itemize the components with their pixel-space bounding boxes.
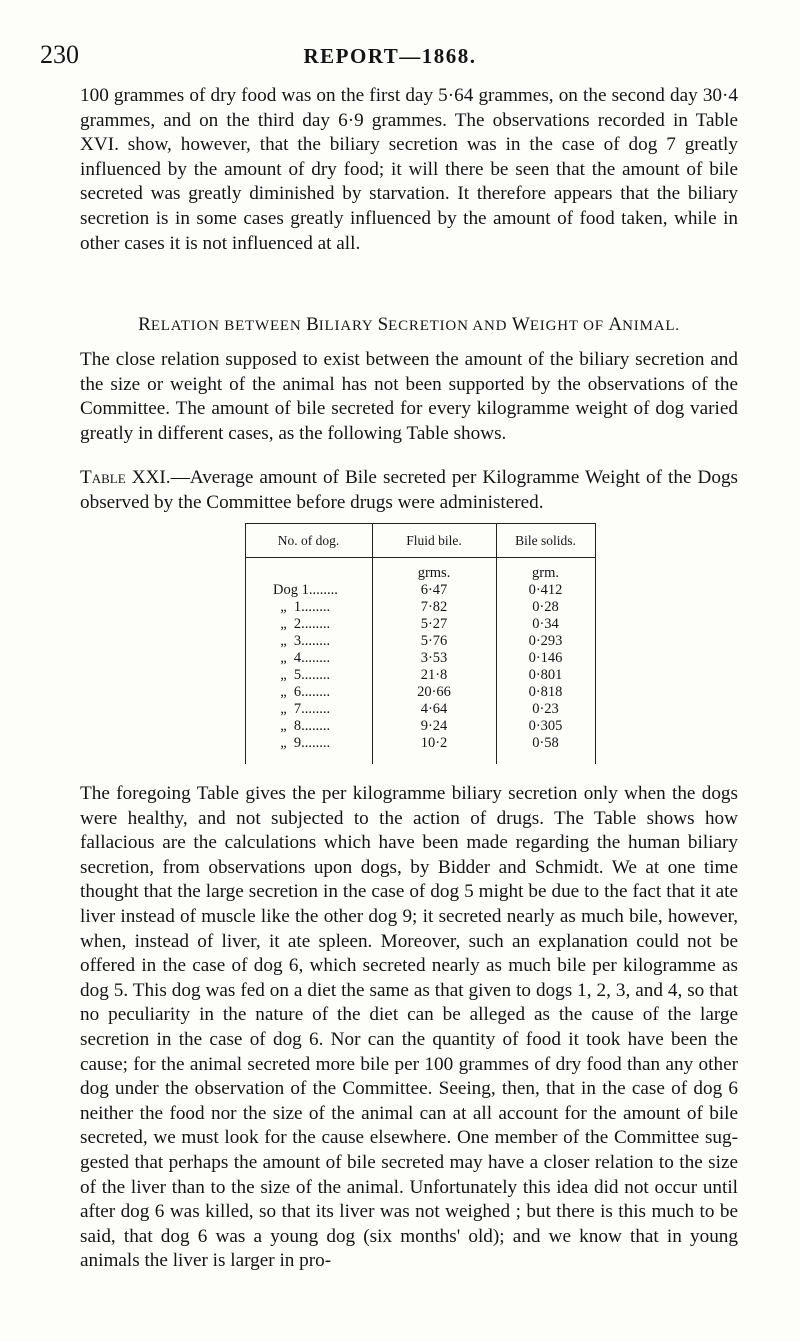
heading-part-5: ANIMAL. — [608, 314, 680, 335]
table-row — [245, 633, 595, 650]
solids-value: 0·34 — [532, 616, 559, 632]
solids-value: 0·293 — [528, 633, 563, 649]
table-row — [245, 684, 595, 701]
running-title: REPORT—1868. — [303, 44, 477, 68]
row-label: „ 8........ — [273, 718, 331, 734]
row-label: „ 6........ — [273, 684, 331, 700]
row-label: „ 1........ — [273, 599, 331, 615]
column-header-fluid: Fluid bile. — [406, 533, 462, 548]
table-rule-header — [245, 557, 595, 558]
solids-value: 0·305 — [528, 718, 563, 734]
discussion-paragraph: The foregoing Table gives the per kilogramme biliary secretion only when the dogs were healthy, and not subjected to the action of drugs. The Table shows how fallacious are the calculations which have been made regarding the human biliary secretion, from observations upon dogs, by Bidder and Schmidt. We at one time thought that the large secretion in the case of dog 5 might be due to the fact that it ate liver instead of muscle like the other dog 9; it secreted nearly as much bile, however, when, instead of liver, it ate spleen. Moreover, such an explanation could not be offered in the case of dog 6, which secreted nearly as much bile per kilogramme as dog 5. This dog was fed on a diet the same as that given to dogs 1, 2, 3, and 4, so that no peculiarity in the nature of the diet can be alleged as the cause of the large secretion in the case of dog 6. Nor can the quantity of food it took have been the cause; for the animal secreted more bile per 100 grammes of dry food than any other dog under the observation of the Committee. Seeing, then, that in the case of dog 6 neither the food nor the size of the animal can at all account for the amount of bile secreted, we must look for the cause elsewhere. One member of the Committee suggested that perhaps the amount of bile secreted may have a closer relation to the size of the liver than to the size of the animal. Unfortunately this idea did not occur until after dog 6 was killed, so that its liver was not weighed ; but there is this much to be said, that dog 6 was a young dog (six months' old); and we know that in young animals the liver is larger in pro- — [80, 783, 738, 1272]
fluid-value: 3·53 — [420, 650, 448, 666]
fluid-value: 5·76 — [420, 633, 448, 649]
table-row — [245, 701, 595, 718]
heading-part-3: SECRETION AND — [377, 314, 512, 335]
table-row — [245, 735, 595, 752]
page-header — [40, 40, 740, 72]
table-caption-text: —Average amount of Bile secreted per Kilogramme Weight of the Dogs observed by the Committee before drugs were administered. — [80, 467, 739, 513]
solids-value: 0·146 — [528, 650, 563, 666]
table-rule-top — [245, 523, 595, 524]
heading-part-4: WEIGHT OF — [511, 314, 609, 335]
intro-paragraph: 100 grammes of dry food was on the first day 5·64 grammes, on the second day 30·4 grammes, and on the third day 6·9 grammes. The observations recorded in Table XVI. show, however, that the biliary secretion was in the case of dog 7 greatly influenced by the amount of dry food; it will there be seen that the amount of bile secreted was greatly diminished by starvation. It therefore appears that the biliary secretion is in some cases greatly influenced by the amount of food taken, while in other cases it is not influenced at all. — [80, 85, 738, 254]
fluid-value: 7·82 — [420, 599, 448, 615]
row-label: „ 3........ — [273, 633, 331, 649]
bile-table — [245, 523, 595, 764]
solids-value: 0·28 — [532, 599, 559, 615]
solids-value: 0·23 — [532, 701, 559, 717]
unit-solids: grm. — [532, 565, 559, 581]
table-row — [245, 599, 595, 616]
table-caption — [80, 466, 738, 515]
row-label: Dog 1........ — [273, 582, 338, 598]
heading-part-2: BILIARY — [306, 314, 378, 335]
table-row — [245, 718, 595, 735]
table-rule-right — [595, 523, 596, 764]
row-label: „ 7........ — [273, 701, 331, 717]
page-number: 230 — [40, 40, 79, 69]
fluid-value: 4·64 — [420, 701, 448, 717]
fluid-value: 5·27 — [420, 616, 448, 632]
relation-paragraph: The close relation supposed to exist between the amount of the biliary secretion and the size or weight of the animal has not been supported by the observations of the Committee. The amount of bile secreted for every kilogramme weight of dog varied greatly in different cases, as the following Table shows. — [80, 349, 738, 444]
table-row — [245, 616, 595, 633]
solids-value: 0·412 — [528, 582, 563, 598]
solids-value: 0·801 — [528, 667, 563, 683]
row-label: „ 2........ — [273, 616, 331, 632]
row-label: „ 9........ — [273, 735, 331, 751]
column-header-dog: No. of dog. — [277, 533, 340, 548]
row-label: „ 4........ — [273, 650, 331, 666]
solids-value: 0·818 — [528, 684, 563, 700]
solids-value: 0·58 — [532, 735, 559, 751]
fluid-value: 20·66 — [417, 684, 451, 700]
table-row — [245, 582, 595, 599]
section-heading — [80, 314, 738, 336]
column-header-solids: Bile solids. — [515, 533, 576, 548]
table-row — [245, 650, 595, 667]
table-caption-label: Table XXI. — [80, 467, 171, 488]
fluid-value: 10·2 — [420, 735, 448, 751]
row-label: „ 5........ — [273, 667, 331, 683]
fluid-value: 21·8 — [420, 667, 448, 683]
heading-part-1: RELATION BETWEEN — [138, 314, 307, 335]
unit-row — [245, 565, 595, 582]
fluid-value: 9·24 — [420, 718, 448, 734]
fluid-value: 6·47 — [420, 582, 448, 598]
unit-fluid: grms. — [417, 565, 451, 581]
table-row — [245, 667, 595, 684]
